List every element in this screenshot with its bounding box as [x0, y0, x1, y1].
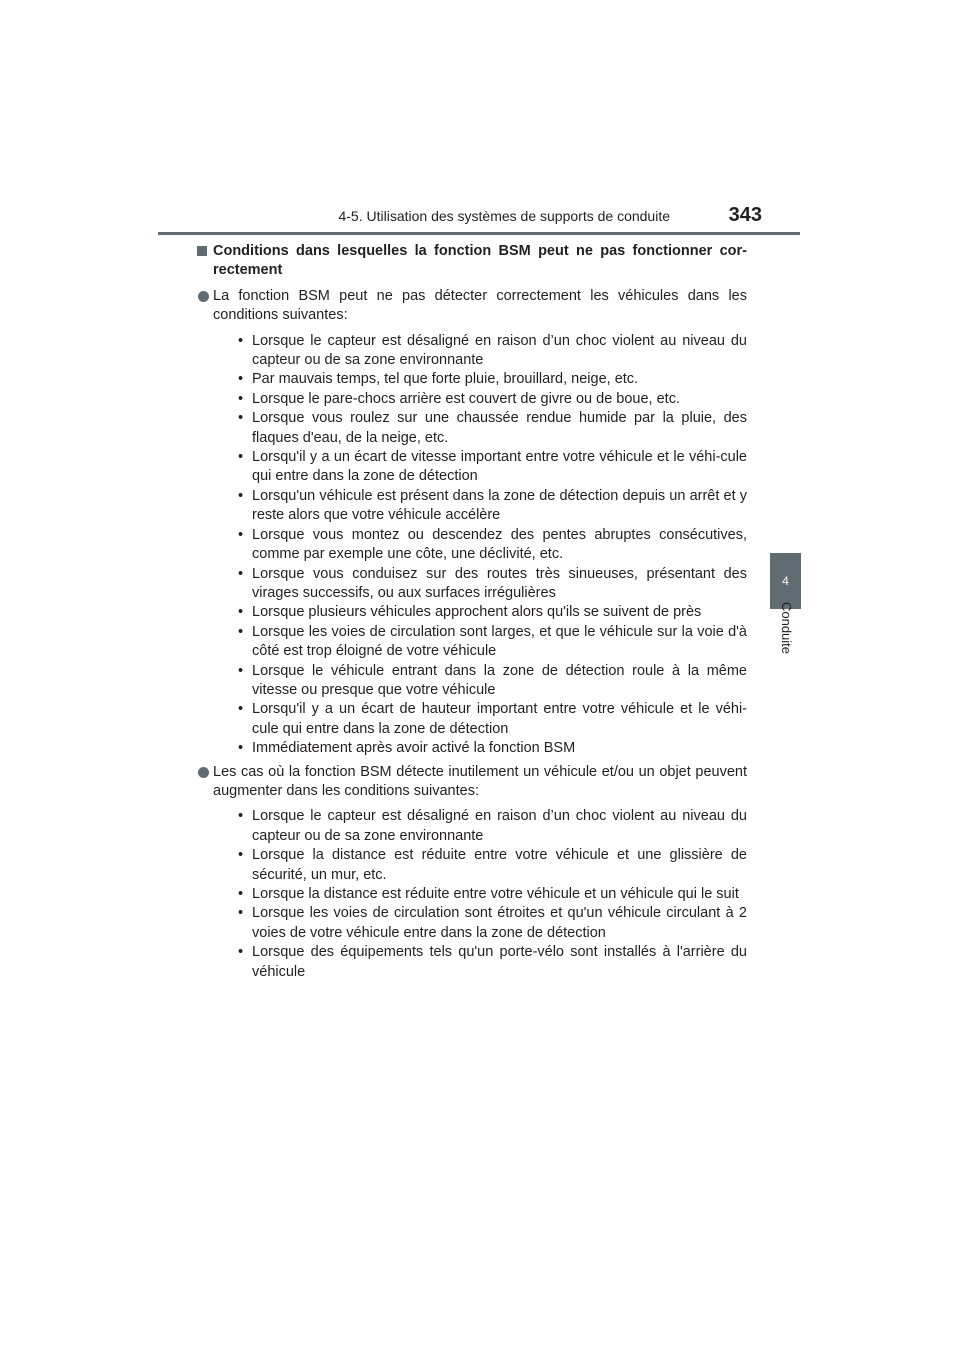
condition-list	[213, 807, 747, 982]
list-item	[213, 526, 747, 565]
list-item	[213, 565, 747, 604]
list-dot-icon: •	[238, 449, 244, 466]
list-dot-icon: •	[238, 847, 244, 864]
list-item-text: Lorsque la distance est réduite entre votre véhicule et un véhicule qui le suit	[252, 886, 739, 902]
list-item	[213, 739, 747, 758]
list-dot-icon: •	[238, 332, 244, 349]
list-dot-icon: •	[238, 662, 244, 679]
list-dot-icon: •	[238, 623, 244, 640]
list-item-text: Lorsque plusieurs véhicules approchent alors qu'ils se suivent de près	[252, 604, 702, 621]
circle-bullet-icon	[198, 291, 209, 302]
list-item-text: Immédiatement après avoir activé la fonction BSM	[252, 740, 576, 757]
list-item	[213, 623, 747, 662]
list-dot-icon: •	[238, 808, 244, 825]
list-item-text: Lorsque les voies de circulation sont larges, et que le véhicule sur la voie d'à côté est trop éloigné de votre véhicule	[252, 623, 747, 660]
list-item-text: Lorsque vous conduisez sur des routes très sinueuses, présentant des virages successifs, ou aux surfaces irrégulières	[252, 565, 747, 601]
list-dot-icon: •	[238, 740, 244, 757]
list-item-text: Lorsque des équipements tels qu'un porte-vélo sont installés à l'arrière du véhicule	[252, 944, 747, 980]
list-dot-icon: •	[238, 604, 244, 621]
list-item-text: Lorsque vous roulez sur une chaussée rendue humide par la pluie, des flaques d'eau, de la neige, etc.	[252, 410, 747, 446]
square-bullet-icon	[197, 246, 207, 256]
chapter-number: 4	[782, 574, 789, 588]
page-number: 343	[728, 204, 762, 226]
list-item	[213, 700, 747, 739]
list-item	[213, 904, 747, 943]
bullet-section	[197, 287, 747, 759]
list-item	[213, 370, 747, 389]
list-dot-icon: •	[238, 371, 244, 388]
list-dot-icon: •	[238, 410, 244, 427]
list-item-text: Lorsque le véhicule entrant dans la zone de détection roule à la même vitesse ou presque que votre véhicule	[252, 662, 747, 698]
section-heading-text: Conditions dans lesquelles la fonction BSM peut ne pas fonctionner cor-rectement	[213, 243, 747, 279]
chapter-label: Conduite	[779, 601, 794, 655]
bullet-section	[197, 763, 747, 982]
list-item-text: Lorsque le pare-chocs arrière est couvert de givre ou de boue, etc.	[252, 390, 680, 407]
list-item	[213, 487, 747, 526]
list-item	[213, 390, 747, 409]
circle-bullet-icon	[198, 767, 209, 778]
list-dot-icon: •	[238, 565, 244, 582]
list-item-text: Lorsqu'il y a un écart de hauteur important entre votre véhicule et le véhi-cule qui entre dans la zone de détection	[252, 701, 747, 737]
page-content	[197, 242, 747, 986]
list-item-text: Lorsqu'un véhicule est présent dans la zone de détection depuis un arrêt et y reste alors que votre véhicule accélère	[252, 487, 747, 524]
list-dot-icon: •	[238, 886, 244, 902]
section-title: 4-5. Utilisation des systèmes de supports de conduite	[338, 208, 670, 224]
list-item	[213, 846, 747, 885]
section-intro: La fonction BSM peut ne pas détecter correctement les véhicules dans les conditions suivantes:	[213, 287, 747, 324]
list-item	[213, 409, 747, 448]
list-dot-icon: •	[238, 487, 244, 504]
header-divider	[158, 232, 800, 235]
sections-container	[197, 287, 747, 982]
list-dot-icon: •	[238, 701, 244, 718]
list-item-text: Par mauvais temps, tel que forte pluie, brouillard, neige, etc.	[252, 371, 639, 388]
section-heading	[197, 242, 747, 281]
list-item	[213, 603, 747, 622]
list-item	[213, 885, 747, 904]
list-item	[213, 332, 747, 371]
list-item-text: Lorsque vous montez ou descendez des pentes abruptes consécutives, comme par exemple une côte, une déclivité, etc.	[252, 526, 747, 563]
list-item-text: Lorsque la distance est réduite entre votre véhicule et une glissière de sécurité, un mur, etc.	[252, 847, 747, 883]
list-item	[213, 943, 747, 982]
list-dot-icon: •	[238, 905, 244, 922]
list-item	[213, 448, 747, 487]
list-item	[213, 662, 747, 701]
list-item-text: Lorsque le capteur est désaligné en raison d’un choc violent au niveau du capteur ou de sa zone environnante	[252, 808, 747, 844]
list-dot-icon: •	[238, 944, 244, 961]
list-item-text: Lorsqu'il y a un écart de vitesse important entre votre véhicule et le véhi-cule qui entre dans la zone de détection	[252, 449, 747, 485]
list-dot-icon: •	[238, 390, 244, 407]
list-item-text: Lorsque les voies de circulation sont étroites et qu'un véhicule circulant à 2 voies de votre véhicule entre dans la zone de détection	[252, 905, 747, 941]
list-item-text: Lorsque le capteur est désaligné en raison d’un choc violent au niveau du capteur ou de sa zone environnante	[252, 332, 747, 369]
list-item	[213, 807, 747, 846]
section-intro: Les cas où la fonction BSM détecte inutilement un véhicule et/ou un objet peuvent augmenter dans les conditions suivantes:	[213, 763, 747, 799]
list-dot-icon: •	[238, 526, 244, 543]
condition-list	[213, 332, 747, 759]
